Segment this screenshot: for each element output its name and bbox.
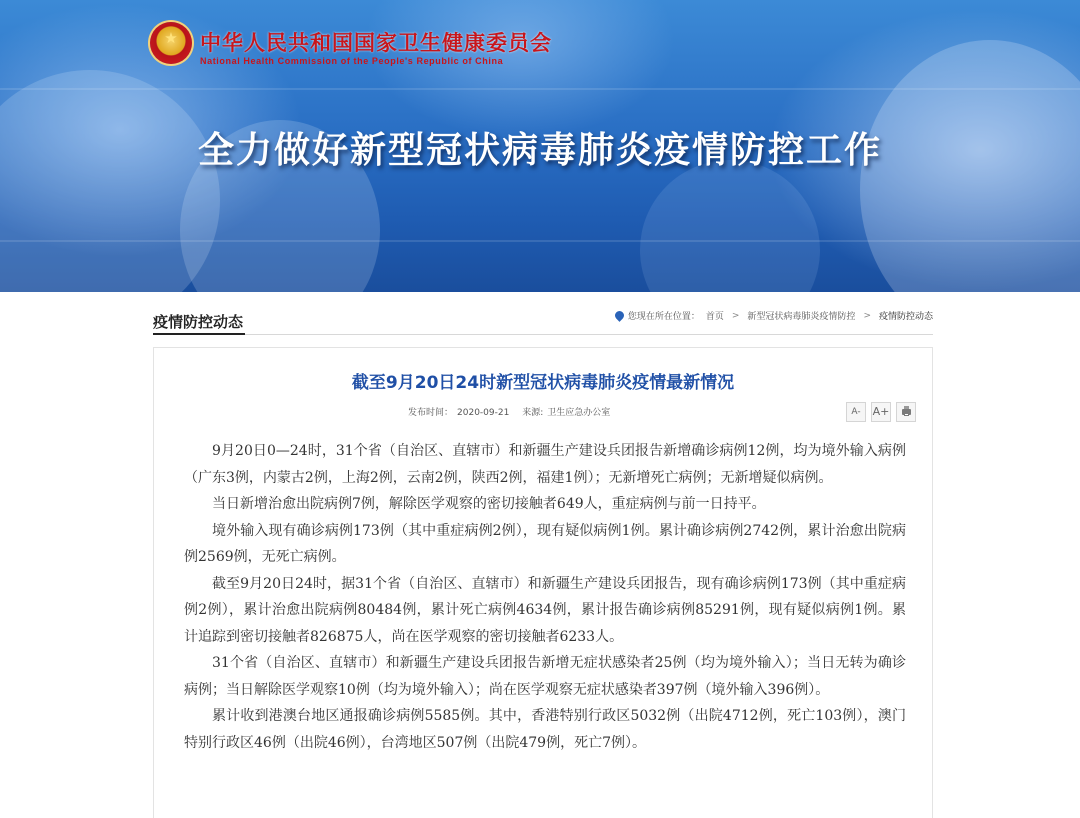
article-paragraph: 当日新增治愈出院病例7例，解除医学观察的密切接触者649人，重症病例与前一日持平。 (212, 496, 766, 512)
section-divider (153, 334, 933, 335)
article-card (153, 347, 933, 818)
article-paragraph: 累计收到港澳台地区通报确诊病例5585例。其中，香港特别行政区5032例（出院4712例，死亡103例），澳门特别行政区46例（出院46例），台湾地区507例（出院479例，死亡7例）。 (184, 708, 906, 751)
article-paragraph: 境外输入现有确诊病例173例（其中重症病例2例），现有疑似病例1例。累计确诊病例2742例，累计治愈出院病例2569例，无死亡病例。 (184, 522, 906, 565)
article-paragraph: 截至9月20日24时，据31个省（自治区、直辖市）和新疆生产建设兵团报告，现有确诊病例173例（其中重症病例2例），累计治愈出院病例80484例，累计死亡病例4634例，累计报告确诊病例85291例，现有疑似病例1例。累计追踪到密切接触者826875人，尚在医学观察的密切接触者6233人。 (184, 575, 906, 645)
header-banner (0, 0, 1080, 292)
font-decrease-button[interactable] (846, 402, 866, 422)
article-title: 截至9月20日24时新型冠状病毒肺炎疫情最新情况 (351, 373, 735, 393)
article-toolbar (841, 402, 916, 422)
publish-date: 2020-09-21 (457, 408, 510, 418)
breadcrumb-prefix: 您现在所在位置： (627, 312, 700, 322)
breadcrumb-item-covid[interactable]: 新型冠状病毒肺炎疫情防控 (747, 312, 856, 322)
section-title-underline (153, 333, 245, 335)
font-increase-label: A+ (872, 405, 890, 418)
banner-photo-figure (640, 160, 820, 292)
breadcrumb-separator: > (731, 310, 740, 321)
font-decrease-label: A- (851, 407, 861, 417)
banner-decoration (0, 240, 1080, 242)
font-increase-button[interactable] (871, 402, 891, 422)
source-value: 卫生应急办公室 (547, 408, 611, 418)
section-title: 疫情防控动态 (153, 313, 244, 331)
breadcrumb (615, 309, 933, 322)
org-name-cn[interactable]: 中华人民共和国国家卫生健康委员会 (200, 30, 552, 55)
location-pin-icon (613, 309, 626, 322)
breadcrumb-item-current[interactable]: 疫情防控动态 (878, 312, 933, 322)
org-name-en: National Health Commission of the People's Republic of China (200, 56, 504, 66)
print-icon (902, 409, 911, 415)
print-button[interactable] (896, 402, 916, 422)
national-emblem-icon[interactable] (150, 22, 192, 64)
publish-label: 发布时间： (408, 408, 454, 418)
breadcrumb-separator: > (863, 310, 871, 321)
source-label: 来源: (522, 408, 544, 418)
article-paragraph: 31个省（自治区、直辖市）和新疆生产建设兵团报告新增无症状感染者25例（均为境外输入）；当日无转为确诊病例；当日解除医学观察10例（均为境外输入）；尚在医学观察无症状感染者397例（境外输入396例）。 (184, 655, 906, 698)
banner-slogan: 全力做好新型冠状病毒肺炎疫情防控工作 (197, 130, 882, 171)
article-body (184, 438, 906, 756)
star-icon: ★ (164, 29, 178, 47)
banner-decoration (0, 88, 1080, 90)
article-meta (408, 405, 614, 418)
article-paragraph: 9月20日0—24时，31个省（自治区、直辖市）和新疆生产建设兵团报告新增确诊病例12例，均为境外输入病例（广东3例，内蒙古2例，上海2例，云南2例，陕西2例，福建1例）；无新增死亡病例；无新增疑似病例。 (184, 443, 906, 486)
breadcrumb-item-home[interactable]: 首页 (705, 312, 724, 322)
